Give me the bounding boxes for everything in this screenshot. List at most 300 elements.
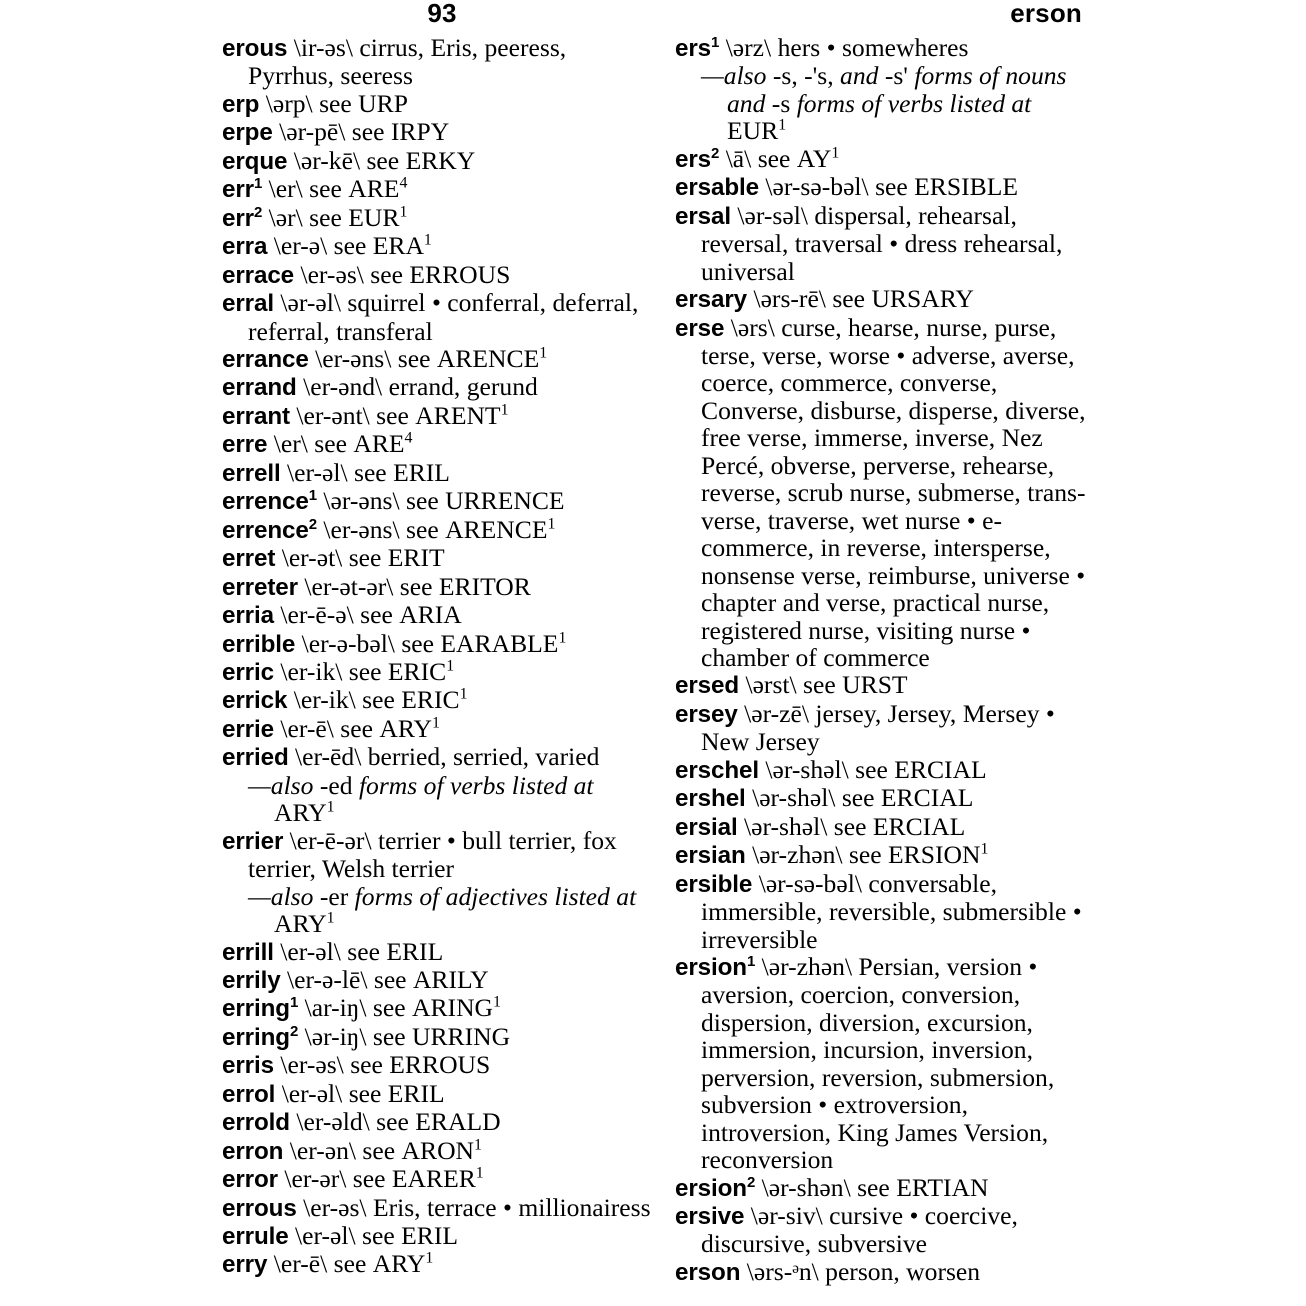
dictionary-entry: [222, 573, 654, 601]
cross-reference[interactable]: URRING: [412, 1021, 511, 1051]
pronunciation: \er-əl\: [286, 457, 348, 487]
cross-reference[interactable]: EARABLE$^1$: [440, 628, 567, 658]
dictionary-entry: [675, 1174, 1095, 1202]
headword[interactable]: erret: [222, 545, 276, 573]
cross-reference[interactable]: ERTIAN: [896, 1172, 989, 1202]
pronunciation: \er-əs\: [303, 1192, 367, 1222]
pronunciation: \er-ət-ər\: [304, 571, 394, 601]
see-label: see: [373, 964, 407, 994]
also-cross-reference[interactable]: EUR$^1$: [727, 116, 787, 146]
cross-reference[interactable]: IRPY: [390, 117, 450, 147]
cross-reference-superscript: 1: [831, 144, 840, 162]
see-label: see: [353, 457, 387, 487]
also-cross-reference[interactable]: ARY$^1$: [274, 909, 335, 939]
rhyme-list: squirrel • conferral, deferral, referral, transferal: [248, 288, 639, 346]
also-text: forms of verbs listed at: [358, 770, 594, 800]
dictionary-entry: [222, 1080, 654, 1108]
see-label: see: [401, 628, 435, 658]
rhyme-list: berried, serried, varied: [367, 742, 600, 772]
cross-reference[interactable]: ERA$^1$: [372, 231, 432, 261]
pronunciation: \ər-shən\: [761, 1172, 851, 1202]
see-label: see: [848, 840, 882, 870]
cross-reference-superscript: 1: [500, 401, 509, 419]
also-note: [222, 772, 654, 827]
pronunciation: \ərst\: [745, 670, 797, 700]
pronunciation: \ā\: [725, 143, 752, 173]
headword[interactable]: errence$^2$: [222, 515, 317, 544]
cross-reference[interactable]: EARER$^1$: [391, 1164, 484, 1194]
headword[interactable]: erric: [222, 658, 274, 686]
see-label: see: [399, 571, 433, 601]
dictionary-entry: [222, 743, 654, 771]
pronunciation: \er-ə\: [273, 231, 328, 261]
pronunciation: \er-əl\: [281, 1078, 343, 1108]
pronunciation: \ər-pē\: [279, 117, 346, 147]
cross-reference-superscript: 1: [539, 344, 548, 362]
see-label: see: [875, 172, 908, 202]
headword[interactable]: erra: [222, 233, 268, 261]
also-label: also: [723, 61, 767, 91]
dictionary-entry: [222, 118, 654, 146]
see-label: see: [372, 1021, 406, 1051]
dictionary-entry: [222, 34, 654, 90]
headword[interactable]: erque: [222, 147, 288, 175]
see-label: see: [376, 400, 409, 430]
headword[interactable]: errily: [222, 966, 281, 994]
headword[interactable]: err$^1$: [222, 175, 263, 204]
headword[interactable]: erre: [222, 431, 268, 459]
headword[interactable]: erron: [222, 1137, 284, 1165]
dictionary-entry: [675, 145, 1095, 173]
headword[interactable]: error: [222, 1166, 278, 1194]
cross-reference-superscript: 1: [475, 1164, 484, 1182]
cross-reference[interactable]: $AY^1$: [796, 143, 840, 173]
headword[interactable]: ers$^2$: [675, 144, 720, 173]
pronunciation: \ar-iŋ\: [304, 993, 367, 1023]
dictionary-entry: [222, 630, 654, 658]
see-label: see: [857, 1172, 890, 1202]
dictionary-entry: [675, 285, 1095, 313]
dictionary-entry: [222, 715, 654, 743]
pronunciation: \er-ə-bəl\: [301, 628, 395, 658]
cross-reference[interactable]: ERIL: [386, 936, 444, 966]
dictionary-entry: [675, 953, 1095, 1174]
rhyme-list: terrier • bull terrier, fox terrier, Welsh terrier: [248, 825, 617, 884]
dictionary-entry: [222, 1222, 654, 1250]
cross-reference-superscript: 1: [547, 515, 556, 533]
pronunciation: \er-ənt\: [296, 400, 370, 430]
headword[interactable]: erreter: [222, 573, 298, 601]
right-column: [675, 34, 1095, 1286]
headword[interactable]: erria: [222, 602, 274, 630]
see-label: see: [362, 1221, 395, 1251]
cross-reference-superscript: 1: [459, 685, 468, 703]
headword[interactable]: errill: [222, 938, 274, 966]
see-label: see: [352, 1164, 386, 1194]
dictionary-entry: [222, 147, 654, 175]
pronunciation: \er-əns\: [315, 343, 392, 373]
dictionary-entry: [222, 1023, 654, 1051]
pronunciation: \ərs-rē\: [753, 284, 826, 314]
headword[interactable]: erse: [675, 314, 725, 342]
see-label: see: [348, 1078, 382, 1108]
pronunciation: \ər\: [268, 202, 303, 232]
dictionary-entry: [222, 459, 654, 487]
dictionary-entry: [222, 261, 654, 289]
see-label: see: [351, 117, 385, 147]
dictionary-entry: [222, 1250, 654, 1278]
rhyme-list: hers • somewheres: [777, 33, 969, 62]
dictionary-entry: [222, 994, 654, 1022]
cross-reference[interactable]: URRENCE: [445, 486, 565, 516]
headword[interactable]: erpe: [222, 119, 273, 147]
dictionary-entry: [222, 430, 654, 458]
headword[interactable]: ersal: [675, 202, 731, 230]
headword[interactable]: ersable: [675, 174, 760, 202]
also-and: and: [840, 61, 879, 91]
pronunciation: \ər-iŋ\: [304, 1021, 367, 1051]
dictionary-entry: [222, 373, 654, 401]
pronunciation: \er-əl\: [295, 1221, 356, 1251]
see-label: see: [348, 656, 382, 686]
running-head: [0, 0, 1306, 34]
pronunciation: \ər-sə-bəl\: [765, 172, 869, 202]
dictionary-entry: [222, 175, 654, 203]
headword[interactable]: errance: [222, 345, 309, 373]
headword[interactable]: errier: [222, 827, 284, 855]
see-label: see: [314, 429, 347, 459]
pronunciation: \er-əld\: [296, 1107, 370, 1137]
cross-reference[interactable]: URP: [358, 88, 408, 118]
pronunciation: \er-əl\: [280, 936, 341, 966]
pronunciation: \ər-siv\: [750, 1201, 823, 1231]
cross-reference[interactable]: ERCIAL: [880, 783, 974, 813]
dictionary-entry: [675, 202, 1095, 285]
pronunciation: \ər-sə-bəl\: [758, 868, 862, 898]
also-text: forms of adjectives listed: [354, 881, 610, 911]
pronunciation: \ir-əs\: [293, 33, 353, 62]
dictionary-entry: [222, 827, 654, 883]
cross-reference-superscript: 1: [446, 657, 455, 675]
headword[interactable]: errie: [222, 715, 274, 743]
headword[interactable]: errace: [222, 261, 295, 289]
also-form-2: -s': [884, 61, 908, 91]
see-label: see: [340, 713, 373, 743]
cross-reference[interactable]: ARE$^4$: [353, 429, 413, 459]
pronunciation: \er-ē\: [280, 713, 334, 743]
dictionary-entry: [222, 938, 654, 966]
headword-superscript: 1: [308, 487, 317, 505]
headword[interactable]: ersion$^1$: [675, 952, 756, 981]
dictionary-entry: [222, 686, 654, 714]
also-note: [675, 62, 1095, 144]
pronunciation: \ərs\: [730, 312, 775, 342]
see-label: see: [350, 1050, 383, 1080]
headword-superscript: 1: [747, 952, 756, 970]
also-form-3: -s: [771, 88, 791, 118]
headword[interactable]: erry: [222, 1251, 268, 1279]
see-label: see: [406, 514, 439, 544]
cross-reference[interactable]: ARENT$^1$: [415, 400, 509, 430]
headword-superscript: 2: [308, 515, 317, 533]
pronunciation: \er\: [273, 429, 308, 459]
headword[interactable]: ersary: [675, 286, 748, 314]
rhyme-list: curse, hearse, nurse, purse, terse, verse, worse • adverse, averse, coerce, commerce, converse, Converse, disburse, disperse, diverse, free verse, immerse, inverse, Nez Percé, obverse, perverse, rehearse, reverse, scrub nurse, submerse, transverse, traverse, wet nurse • e-commerce, in reverse, intersperse, nonsense verse, reimburse, universe • chapter and verse, practical nurse, registered nurse, visiting nurse • chamber of commerce: [701, 312, 1086, 672]
cross-reference[interactable]: URST: [842, 670, 908, 700]
pronunciation: \ərz\: [725, 33, 772, 62]
dictionary-entry: [675, 34, 1095, 62]
see-label: see: [376, 1107, 409, 1137]
headword[interactable]: ershel: [675, 785, 746, 813]
cross-reference[interactable]: ERCIAL: [894, 754, 987, 784]
cross-reference[interactable]: ARY$^1$: [372, 1249, 434, 1279]
see-label: see: [309, 202, 342, 232]
rhyme-list: conversable, immersible, reversible, submersible • irreversible: [701, 868, 1082, 954]
cross-reference[interactable]: ERSION$^1$: [888, 840, 989, 870]
dictionary-entry: [675, 813, 1095, 841]
see-label: see: [406, 486, 439, 516]
see-label: see: [370, 259, 403, 289]
headword-superscript: 1: [253, 175, 263, 193]
dictionary-entry: [675, 700, 1095, 756]
dictionary-entry: [222, 289, 654, 345]
headword[interactable]: ersible: [675, 870, 753, 898]
dictionary-entry: [675, 870, 1095, 953]
headword[interactable]: erous: [222, 35, 288, 62]
pronunciation: \er-əns\: [323, 514, 400, 544]
cross-reference-superscript: 1: [980, 840, 989, 858]
headword[interactable]: ersian: [675, 842, 746, 870]
headword[interactable]: errol: [222, 1080, 276, 1108]
cross-reference[interactable]: ERROUS: [409, 259, 511, 289]
pronunciation: \er-ē\: [273, 1249, 328, 1279]
cross-reference-superscript: 1: [399, 203, 408, 221]
pronunciation: \ər-shəl\: [765, 754, 849, 784]
see-label: see: [366, 145, 400, 175]
dictionary-entry: [222, 516, 654, 544]
pronunciation: \ər-shəl\: [752, 783, 836, 813]
cross-reference-superscript: 1: [493, 993, 501, 1011]
headword-superscript: 2: [253, 203, 263, 221]
headword[interactable]: ersion$^2$: [675, 1173, 756, 1202]
pronunciation: \ər-zē\: [744, 698, 809, 728]
headword-superscript: 2: [747, 1173, 756, 1191]
see-label: see: [360, 600, 393, 630]
cross-reference[interactable]: ERIL: [401, 1221, 458, 1251]
dictionary-entry: [222, 1051, 654, 1079]
cross-reference[interactable]: ERIL: [387, 1078, 445, 1108]
also-text: forms of nouns and: [727, 61, 1067, 118]
rhyme-list: person, worsen: [825, 1256, 981, 1286]
rhyme-list: cirrus, Eris, peeress, Pyrrhus, seeress: [248, 33, 567, 91]
cross-reference[interactable]: ARENCE$^1$: [436, 343, 548, 373]
see-label: see: [319, 88, 352, 118]
pronunciation: \er-ət\: [281, 543, 343, 573]
pronunciation: \ər-səl\: [737, 200, 808, 230]
also-form: -er: [319, 881, 349, 911]
headword[interactable]: errous: [222, 1194, 297, 1222]
see-label: see: [362, 685, 395, 715]
pronunciation: \er-ik\: [280, 656, 343, 686]
headword[interactable]: erson: [675, 1258, 741, 1286]
dictionary-entry: [222, 232, 654, 260]
headword[interactable]: erring$^2$: [222, 1022, 299, 1051]
pronunciation: \er-ənd\: [303, 372, 383, 402]
dictionary-entry: [222, 487, 654, 515]
pronunciation: \er-ik\: [293, 685, 356, 715]
pronunciation: \er-ən\: [289, 1135, 357, 1165]
cross-reference[interactable]: ARY$^1$: [379, 713, 440, 743]
cross-reference[interactable]: EUR$^1$: [348, 202, 408, 232]
column-container: [0, 34, 1306, 1306]
cross-reference-superscript: 1: [778, 116, 787, 134]
see-label: see: [372, 993, 406, 1023]
page-number: 93: [427, 0, 457, 28]
cross-reference[interactable]: ARIA: [399, 600, 462, 630]
headword-superscript: 2: [711, 144, 720, 162]
pronunciation: \er-ēd\: [295, 742, 362, 772]
see-label: see: [333, 231, 367, 261]
headword[interactable]: errand: [222, 374, 297, 402]
headword[interactable]: errick: [222, 687, 288, 715]
also-text-2: forms of verbs listed at: [796, 88, 1032, 118]
also-label: also: [270, 881, 314, 911]
dictionary-entry: [675, 756, 1095, 784]
headword[interactable]: errell: [222, 459, 281, 487]
see-label: see: [397, 343, 431, 373]
see-label: see: [832, 284, 866, 314]
pronunciation: \er-ə-lē\: [286, 964, 368, 994]
headword[interactable]: err$^2$: [222, 203, 263, 232]
headword[interactable]: errold: [222, 1109, 290, 1137]
dictionary-entry: [222, 966, 654, 994]
headword[interactable]: errant: [222, 402, 290, 430]
dictionary-entry: [675, 173, 1095, 201]
headword[interactable]: erp: [222, 90, 260, 118]
guide-word: erson: [1010, 0, 1082, 28]
cross-reference[interactable]: ERKY: [405, 145, 476, 175]
rhyme-list: errand, gerund: [388, 372, 538, 402]
headword[interactable]: erris: [222, 1052, 274, 1080]
see-label: see: [803, 670, 836, 700]
see-label: see: [309, 174, 342, 204]
cross-reference-superscript: 1: [326, 909, 335, 927]
pronunciation: \ər-zhən\: [752, 840, 843, 870]
cross-reference[interactable]: ARON$^1$: [401, 1135, 482, 1165]
cross-reference[interactable]: ERALD: [415, 1107, 501, 1137]
see-label: see: [841, 783, 875, 813]
headword[interactable]: erral: [222, 290, 274, 318]
also-dash: —: [701, 61, 724, 91]
headword[interactable]: errence$^1$: [222, 487, 317, 516]
cross-reference-superscript: 1: [431, 714, 440, 732]
cross-reference[interactable]: ARENCE$^1$: [445, 514, 556, 544]
cross-reference[interactable]: ERIC$^1$: [387, 656, 455, 686]
cross-reference[interactable]: ARILY: [412, 964, 489, 994]
also-form: -s, -'s,: [772, 61, 834, 91]
headword[interactable]: errible: [222, 630, 296, 658]
see-label: see: [757, 143, 791, 173]
pronunciation: \er-əs\: [280, 1050, 344, 1080]
dictionary-entry: [222, 1108, 654, 1136]
pronunciation: \ər-əl\: [280, 288, 341, 318]
see-label: see: [333, 1249, 367, 1279]
dictionary-entry: [675, 1202, 1095, 1258]
pronunciation: \er-əs\: [300, 259, 364, 289]
pronunciation: \er-ē-ə\: [280, 600, 354, 630]
cross-reference[interactable]: ERIL: [393, 457, 450, 487]
pronunciation: \ər-əns\: [323, 486, 400, 516]
also-label: also: [270, 770, 314, 800]
cross-reference[interactable]: ERROUS: [389, 1050, 491, 1080]
headword[interactable]: ersive: [675, 1203, 745, 1231]
headword-superscript: 1: [289, 994, 299, 1012]
rhyme-list: dispersal, rehearsal, reversal, traversal • dress rehearsal, universal: [701, 200, 1063, 286]
headword[interactable]: ersed: [675, 672, 740, 700]
cross-reference-superscript: 1: [474, 1136, 482, 1154]
also-dash: —: [248, 770, 271, 800]
cross-reference[interactable]: ERITOR: [438, 571, 531, 601]
headword[interactable]: erring$^1$: [222, 994, 299, 1023]
pronunciation: \ər-zhən\: [761, 951, 853, 981]
dictionary-entry: [675, 784, 1095, 812]
cross-reference[interactable]: ERIC$^1$: [401, 685, 468, 715]
cross-reference[interactable]: ERIT: [387, 543, 445, 573]
cross-reference-superscript: 4: [404, 429, 413, 447]
see-label: see: [362, 1135, 396, 1165]
cross-reference[interactable]: ERCIAL: [872, 811, 966, 841]
pronunciation: \ər-kē\: [293, 145, 361, 175]
cross-reference[interactable]: URSARY: [871, 284, 974, 314]
dictionary-entry: [222, 658, 654, 686]
dictionary-entry: [222, 1194, 654, 1222]
dictionary-entry: [222, 402, 654, 430]
headword[interactable]: ers$^1$: [675, 33, 720, 62]
left-column: [222, 34, 654, 1279]
cross-reference[interactable]: ARING$^1$: [412, 993, 501, 1023]
dictionary-entry: [675, 314, 1095, 672]
dictionary-entry: [222, 1165, 654, 1193]
see-label: see: [348, 543, 382, 573]
headword[interactable]: erschel: [675, 756, 760, 784]
headword[interactable]: errule: [222, 1223, 289, 1251]
dictionary-entry: [675, 841, 1095, 869]
pronunciation: \er-ē-ər\: [289, 825, 372, 855]
dictionary-entry: [222, 204, 654, 232]
dictionary-entry: [675, 1258, 1095, 1286]
see-label: see: [855, 754, 888, 784]
dictionary-entry: [222, 90, 654, 118]
cross-reference-superscript: 1: [558, 628, 567, 646]
cross-reference[interactable]: ARE$^4$: [348, 174, 408, 204]
cross-reference-superscript: 1: [425, 1249, 434, 1267]
headword[interactable]: ersial: [675, 813, 738, 841]
rhyme-list: jersey, Jersey, Mersey • New Jersey: [701, 698, 1055, 757]
pronunciation: \ərp\: [265, 88, 313, 118]
rhyme-list: Persian, version • aversion, coercion, conversion, dispersion, diversion, excursion, immersion, incursion, inversion, perversion, reversion, submersion, subversion • extroversion, introversion, King James Version, reconversion: [701, 951, 1055, 1175]
also-dash: —: [248, 881, 271, 911]
headword[interactable]: ersey: [675, 700, 738, 728]
dictionary-entry: [222, 544, 654, 572]
dictionary-entry: [222, 1137, 654, 1165]
headword-superscript: 2: [289, 1022, 299, 1040]
also-at: at: [616, 881, 637, 911]
headword[interactable]: erried: [222, 744, 289, 772]
headword-superscript: 1: [711, 33, 720, 51]
pronunciation: \ərs-ᵊn\: [746, 1256, 819, 1286]
cross-reference[interactable]: ERSIBLE: [914, 172, 1018, 202]
also-cross-reference[interactable]: ARY$^1$: [274, 798, 335, 828]
